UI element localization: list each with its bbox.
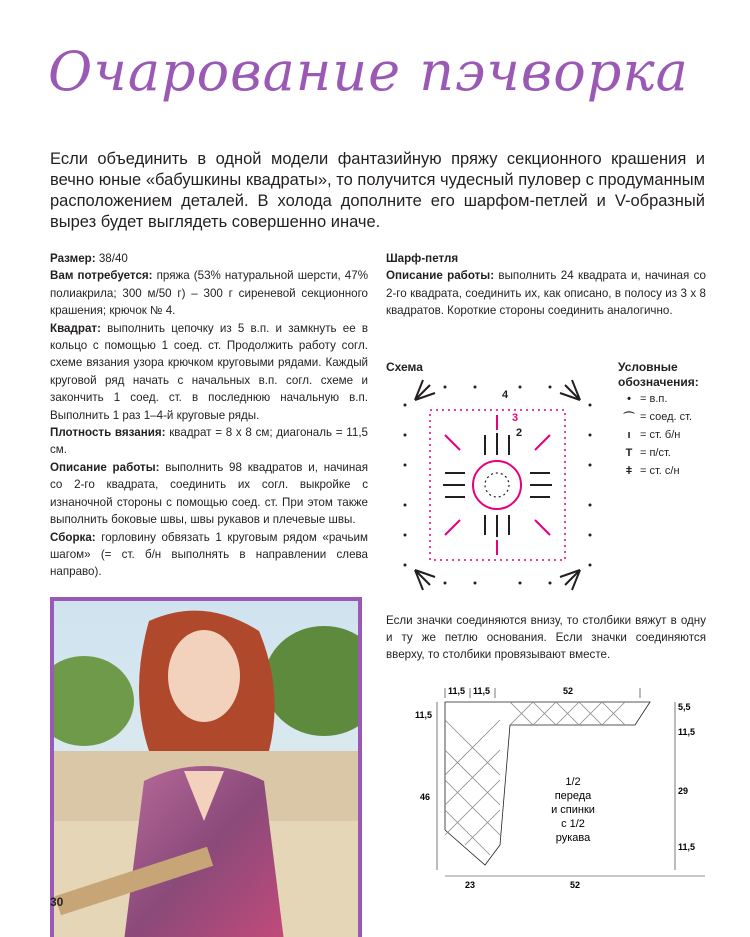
crochet-chart — [385, 375, 610, 595]
dot-icon: • — [627, 393, 631, 405]
legend-item: ı = ст. б/н — [618, 426, 713, 444]
scarf-title: Шарф-петля — [386, 252, 459, 265]
bar-icon: ı — [627, 429, 631, 441]
dim-left-1: 11,5 — [415, 710, 433, 720]
svg-text:переда: переда — [554, 790, 592, 802]
dim-bottom-2: 52 — [570, 880, 581, 890]
dim-bottom-1: 23 — [465, 880, 476, 890]
intro-text: Если объединить в одной модели фантазийную пряжу секционного крашения и вечно юные «бабушкины квадраты», то получится чудесный пуловер с продуманным расположением деталей. В холода дополните его шарфом-петлей и V-образный вырез будет выглядеть совершенно иначе. — [50, 149, 705, 231]
scheme-title: Схема — [386, 360, 423, 374]
size-paragraph: Размер: 38/40 — [50, 252, 128, 265]
t-double-icon: ǂ — [625, 465, 633, 477]
legend-title-2: обозначения: — [618, 375, 699, 389]
dim-right-1: 5,5 — [678, 702, 691, 712]
legend-item: T = п/ст. — [618, 444, 713, 462]
pattern-label — [551, 776, 595, 844]
materials-paragraph: Вам потребуется: пряжа (53% натуральной шерсти, 47% полиакрила; 300 м/50 г) – 300 г сиреневой секционного крашения; крючок № 4. — [50, 269, 368, 318]
dim-top-2: 11,5 — [473, 686, 491, 696]
dim-right-3: 29 — [678, 786, 689, 796]
legend-item: ǂ = ст. с/н — [618, 462, 713, 480]
svg-text:рукава: рукава — [555, 832, 591, 844]
svg-text:с 1/2: с 1/2 — [561, 818, 585, 830]
model-photo — [50, 597, 362, 937]
arc-icon: ⌒ — [623, 412, 635, 424]
page-title: Очарование пэчворка — [48, 40, 689, 103]
instructions-left — [50, 250, 368, 581]
page-number: 30 — [50, 895, 64, 909]
dim-left-2: 46 — [420, 792, 431, 802]
legend-title: Условные — [618, 360, 678, 374]
center-ring — [473, 461, 521, 509]
work-paragraph: Описание работы: выполнить 98 квадратов и, начиная со 2-го квадрата, соединить их согл. выкройке с изнаночной стороны с помощью соед. ст. При этом также выполнить боковые швы, швы рукавов и плечевые швы. — [50, 460, 368, 527]
instructions-right — [386, 250, 706, 320]
svg-text:1/2: 1/2 — [565, 776, 581, 788]
scarf-paragraph: Описание работы: выполнить 24 квадрата и, начиная со 2-го квадрата, соединить их, как описано, в полосу из 3 х 8 квадратов. Короткие стороны соединить аналогично. — [386, 269, 706, 318]
dim-top-1: 11,5 — [448, 686, 466, 696]
stitch-note: Если значки соединяются внизу, то столбики вяжут в одну и ту же петлю основания. Если значки соединяются вверху, то столбики провязывают вместе. — [386, 613, 706, 661]
center-ring-inner — [485, 473, 509, 497]
legend — [618, 360, 713, 480]
row-label-2: 2 — [516, 427, 523, 439]
row-label-4: 4 — [502, 389, 509, 401]
pattern-schematic — [415, 680, 715, 890]
density-paragraph: Плотность вязания: квадрат = 8 х 8 см; диагональ = 11,5 см. — [50, 426, 368, 457]
svg-text:и спинки: и спинки — [551, 804, 595, 816]
t-single-icon: T — [625, 447, 633, 459]
dim-top-3: 52 — [563, 686, 574, 696]
legend-item: • = в.п. — [618, 390, 713, 408]
assembly-paragraph: Сборка: горловину обвязать 1 круговым рядом «рачьим шагом» (= ст. б/н выполнять в направлении слева направо). — [50, 530, 368, 579]
row-label-3: 3 — [512, 412, 519, 424]
legend-item: ⌒ = соед. ст. — [618, 408, 713, 426]
dim-right-4: 11,5 — [678, 842, 696, 852]
corner-fans — [415, 380, 580, 590]
dim-right-2: 11,5 — [678, 727, 696, 737]
square-paragraph: Квадрат: выполнить цепочку из 5 в.п. и замкнуть ее в кольцо с помощью 1 соед. ст. Продолжить работу согл. схеме вязания узора крючком круговыми рядами. Каждый круговой ряд начать с начальных в.п. согл. схеме и закончить 1 соед. ст. в последнюю начальную в.п. Выполнить 1 раз 1–4-й круговые ряды. — [50, 321, 368, 422]
